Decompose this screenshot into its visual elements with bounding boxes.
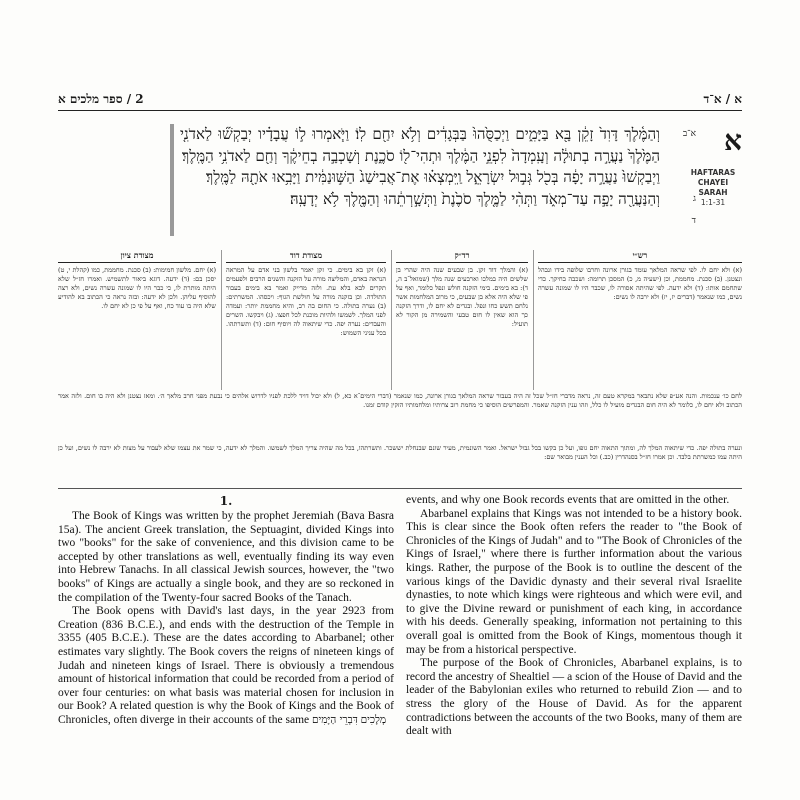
radak-column xyxy=(396,250,528,390)
column-heading: רד״ק xyxy=(396,250,528,263)
english-notes-right xyxy=(406,494,742,795)
column-text: (א) ולא יחם לו. לפי שראה המלאך עומד בגורן ארונה וחרבו שלופה בידו ונבהל ונצטנן. (ב) סכנת. מחממת, וכן (ישעיה מ, כ) המסכן תרומה: ושכבה בחיקך. כדי שתחמם אותו: (ד) ולא ידעה. לפי שהיתה אסורה לו, שכבר היו לו שמונה עשרה נשים, כמו שנאמר (דברים יז, יז) ולא ירבה לו נשים: xyxy=(538,266,742,301)
wide-commentary: לחם כו׳ ענכמות. והנה אע״פ שלא נתבאר במקרא טעם זה, נראה מדברי חז״ל שכל זה היה בעבור שראה המלאך בגורן ארונה, כמו שנאמר (דברי הימים־א כא, ל) ולא יכול דויד ללכת לפניו לדרוש אלהים כי נבעת מפני חרב מלאך ה׳. ומאז נצטנן ולא היה בו חום. ולזה אמר הכתוב ולא יחם לו, כלומר לא היה חום הבגדים מועיל לו כלל, וזהו ענין הזקנה שאמר. והמפרשים הוסיפו כי מחמת רוב צרותיו ומלחמותיו הזקין קודם זמנו. xyxy=(58,392,742,409)
note-number: 1. xyxy=(219,494,233,508)
metzudas-david-column xyxy=(226,250,386,390)
column-divider xyxy=(221,250,222,390)
column-text: (א) יחם. מלשון חמימות: (ב) סכנת. מחממת, כמו (קהלת י, ט) יסכן בם: (ד) ידעה. דוגא ביאור לתשמיש. ואמרו חז״ל שלא היתה מותרת לו, כי כבר היו לו שמונה עשרה נשים, ולא רצה להוסיף עליהן. ולכן לא ידעה: ובזה נראה כי הכתוב בא להודיע שלא היה בו עוד כח, ואף על פי כן לא יחם לו. xyxy=(58,266,216,310)
english-paragraph: The purpose of the Book of Chronicles, Abarbanel explains, is to record the ancestry of Shealtiel — a scion of the House of David and the leader of the Babylonian exiles who returned to rebuild Zion — and to stress the glory of the House of David. As for the apparent contradictions between the accounts of the two Books, many of them are dealt with xyxy=(406,657,742,738)
english-paragraph: The Book of Kings was written by the prophet Jeremiah (Bava Basra 15a). The ancient Greek translation, the Septuagint, divided Kings into two "books" for the sake of convenience, and this division came to be accepted by other translations as well, eventually finding its way even into Hebrew Tanachs. In all classical Jewish sources, however, the "two books" of Kings are actually a single book, and they are so reckoned in the compilation of the Twenty-four sacred Books of the Tanach. xyxy=(58,510,394,604)
wide-commentary: ונערה בתולה יפה. כדי שיתאוה המלך לה, ומתוך התאוה יחם גופו, ועל כן בקשו בכל גבול ישראל. ואמר השונמית, מעיר שונם שבנחלת יששכר. ותשרתהו, בכל מה שהיה צריך המלך לשמשו. והמלך לא ידעה, כי שמר את עצמו שלא לעבור על מצות לא ירבה לו נשים, ועל כן היתה עמו כמשרתת בלבד. וכן אמרו חז״ל בסנהדרין (כב.) וכל הענין מבואר שם: xyxy=(58,444,742,461)
column-text: (א) והמלך דוד זקן. בן שבעים שנה היה שהרי בן שלשים היה במלכו וארבעים שנה מלך (שמואל־ב ה, ד): בא בימים. בימי הזקנה חולש ונפל כלומר, ואף על פי שלא היה אלא בן שבעים, כי מרוב המלחמות אשר נלחם תשש כחו ונפל. ובגדים לא יחם לו, ודרך הזקנה כך הוא שאין לו חום טבעי והשמירה מן הקור לא תועיל: xyxy=(396,266,528,328)
verse-paragraph: וְהַמֶּ֫לֶךְ דָּוִד֙ זָקֵ֔ן בָּ֖א בַּיָּמִ֑ים וַיְכַסֻּ֙הוּ֙ בַּבְּגָדִ֔ים וְלֹ֥א יִחַ֖ם לֽוֹ׃ וַיֹּ֧אמְרוּ ל֣וֹ עֲבָדָ֗יו יְבַקְשׁ֞וּ לַאדֹנִ֤י הַמֶּ֙לֶךְ֙ נַעֲרָ֣ה בְתוּלָ֔ה וְעָֽמְדָה֙ לִפְנֵ֣י הַמֶּ֔לֶךְ וּתְהִי־ל֖וֹ סֹכֶ֑נֶת וְשָׁכְבָ֣ה בְחֵיקֶ֔ךָ וְחַ֖ם לַאדֹנִ֥י הַמֶּֽלֶךְ׃ xyxy=(180,125,660,165)
verse-ref: ד xyxy=(691,216,696,226)
chapter-letter: א xyxy=(724,124,742,157)
column-heading: רש״י xyxy=(538,250,742,263)
running-header-right: א / א־ד xyxy=(703,92,742,106)
running-header-left: 2 / ספר מלכים א xyxy=(58,92,144,106)
english-paragraph: events, and why one Book records events that are omitted in the other. xyxy=(406,494,730,506)
header-rule xyxy=(58,110,742,111)
verse-paragraph: וְהַנַּעֲרָ֖ה יָפָ֣ה עַד־מְאֹ֑ד וַתְּהִ֨י לַמֶּ֤לֶךְ סֹכֶ֙נֶת֙ וַתְּשָׁ֣רְתֵ֔הוּ וְהַמֶּ֖לֶךְ לֹ֥א יְדָעָֽהּ׃ xyxy=(289,189,660,208)
haftaras-label: SARAH xyxy=(698,188,728,197)
english-paragraph-text: The Book opens with David's last days, in the year 2923 from Creation (836 B.C.E.), and ends with the destruction of the Temple in 3355 (405 B.C.E.). These are the dates according to Abarbanel; other estimates vary slightly. The Book covers the reigns of nineteen kings of Judah and nineteen kings of Israel. There is obviously a tremendous amount of historical information that could be recorded from a period of over four centuries: on what basis was material chosen for inclusion in our Book? A related question is why the Book of Kings and the Book of Chronicles, often diverge in their accounts of the same xyxy=(58,605,394,726)
rashi-column xyxy=(538,250,742,390)
verse-ref: א־ב xyxy=(682,129,696,139)
haftaras-label: CHAYEI xyxy=(697,178,729,187)
verse-paragraph: וַיְבַקְשׁוּ֙ נַעֲרָ֣ה יָפָ֔ה בְּכֹ֖ל גְּב֣וּל יִשְׂרָאֵ֑ל וַֽיִּמְצְא֗וּ אֶת־אֲבִישַׁג֙ הַשּׁ֣וּנַמִּ֔ית וַיָּבִ֥אוּ אֹתָ֖הּ לַמֶּֽלֶךְ׃ xyxy=(205,168,660,186)
haftaras-label: HAFTARAS xyxy=(690,168,736,177)
hebrew-term: דִּבְרֵי הַיָּמִים xyxy=(312,713,358,726)
section-rule xyxy=(58,488,742,489)
haftaras-ref: 1:1-31 xyxy=(700,198,726,207)
haftaras-marker xyxy=(684,168,742,208)
hebrew-term: מְלָכִים xyxy=(360,713,387,726)
scripture-text xyxy=(180,124,660,238)
verse-ref: ג xyxy=(693,194,696,204)
column-heading: מצודת ציון xyxy=(58,250,216,263)
metzudas-tziyon-column xyxy=(58,250,216,390)
verse-side-bar xyxy=(170,124,174,236)
column-text: (א) זקן בא בימים. כי זקן יאמר בלשון בני אדם על המראה הנראה באדם, והמליצה מורה על הזקנה והשנים הרבים ולפעמים תקרים לבא בלא עת. ולזה מדייק ואמר בא בימים בעבור התולדה. וכן בזקנה מורה על חולשת הגוף: ויכסהו. המשרתים: (ב) נערה בתולה. כי החום בה רב, והיא מחממת יותר: ועמדה לפני המלך. לשמשו ולהיות מוכנת לכל חפצו. (ג) ויבקשו. השרים והעבדים: נערה יפה. כדי שיתאוה לה ויוסיף חום: (ד) ותשרתהו. בכל עניני השמוש: xyxy=(226,266,386,337)
english-paragraph xyxy=(58,605,394,727)
column-heading: מצודת דוד xyxy=(226,250,386,263)
column-divider xyxy=(391,250,392,390)
english-paragraph: Abarbanel explains that Kings was not intended to be a history book. This is clear since the Book often refers the reader to "the Book of Chronicles of the Kings of Judah" and to "The Book of Chronicles of the Kings of Israel," where there is further information about the various kings. Rather, the purpose of the Book is to outline the descent of the various kings of the Davidic dynasty and their several rival Israelite dynasties, to note which kings were righteous and which were evil, and to give the Divine reward or punishment of each king, in accordance with his deeds. Generally speaking, information not pertaining to this overall goal is omitted from the Book of Kings, momentous though it may be from a historical perspective. xyxy=(406,507,742,656)
column-divider xyxy=(533,250,534,390)
english-notes-left xyxy=(58,510,394,795)
